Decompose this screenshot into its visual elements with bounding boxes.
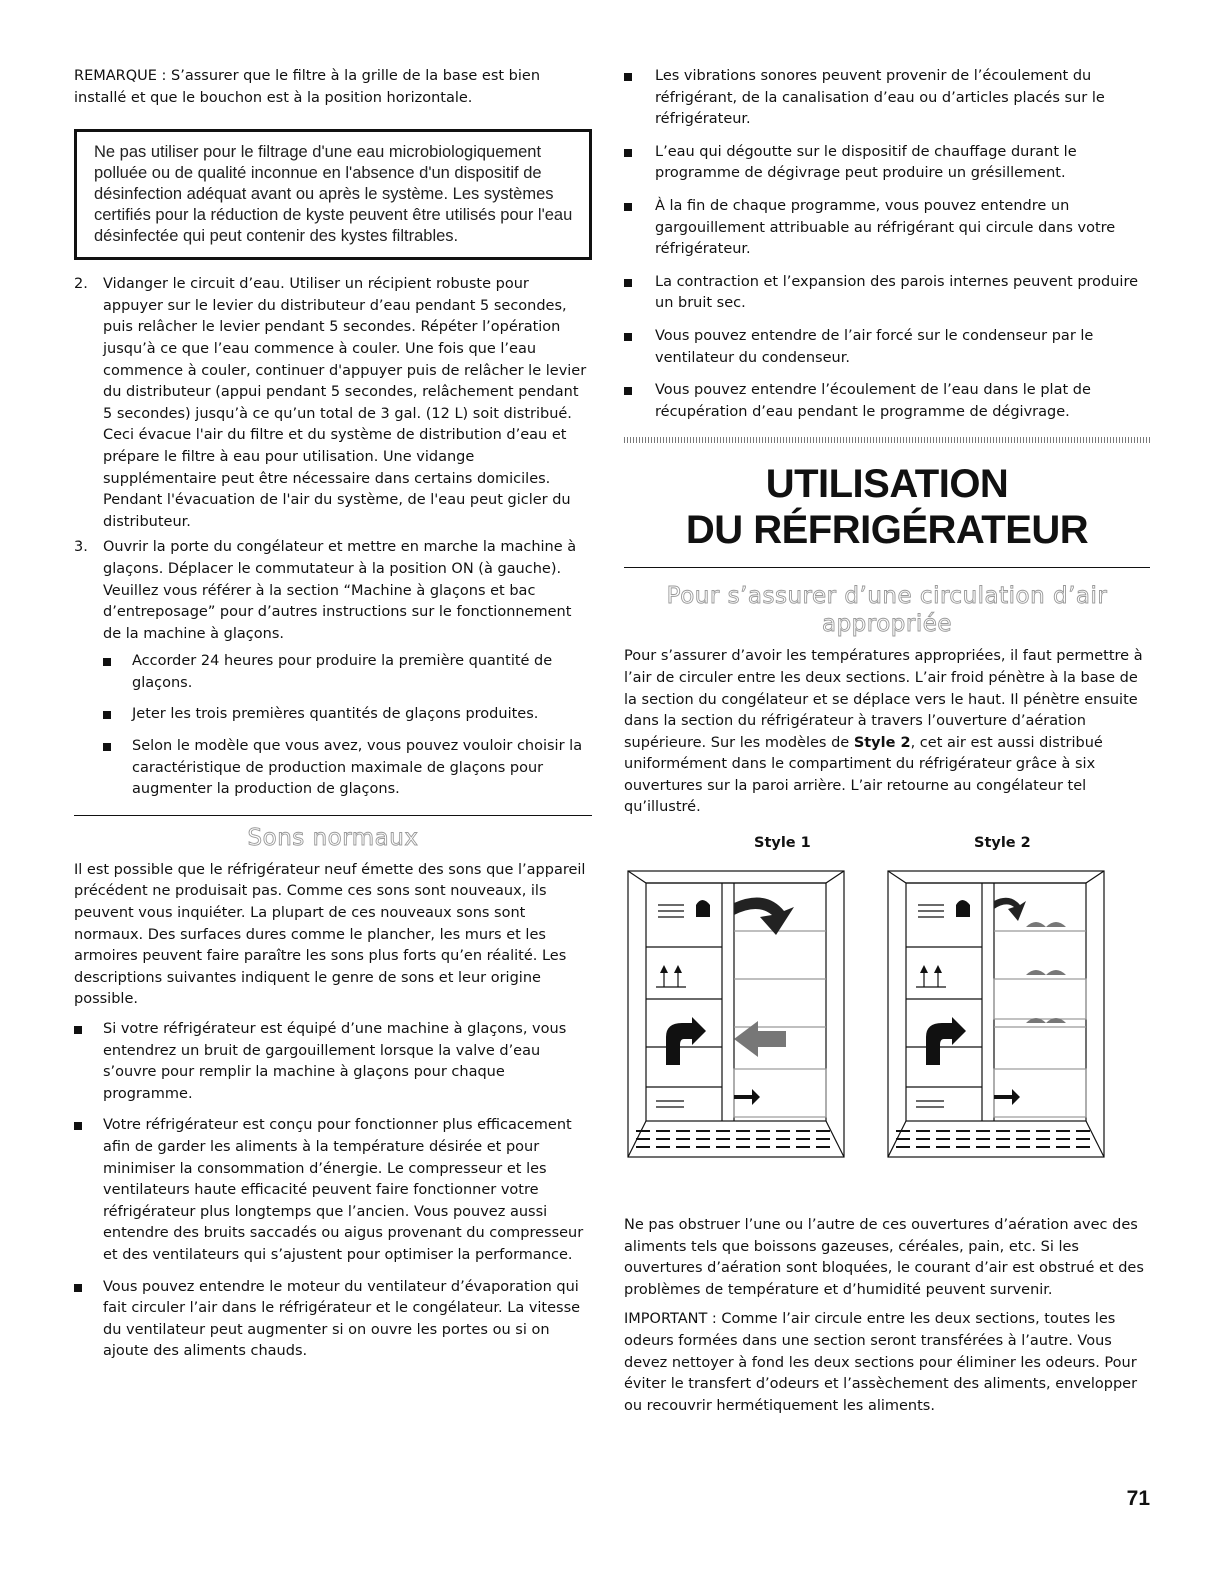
warning-box: Ne pas utiliser pour le filtrage d'une eau microbiologiquement polluée ou de qualité inconnue en l'absence d'un dispositif de désinfection adéquat avant ou après le système. Les systèmes certifiés pour la réduction de kyste peuvent être utilisés pour l'eau désinfectée qui peut contenir des kystes filtrables. [74, 129, 592, 260]
dotted-divider [624, 437, 1150, 443]
list-item: À la fin de chaque programme, vous pouvez entendre un gargouillement attribuable au réfrigérant qui circule dans votre réfrigérateur. [624, 196, 1150, 261]
air-text-2: , cet air est aussi distribué uniformément dans le compartiment du réfrigérateur grâce à six ouvertures sur la paroi arrière. L’air retourne au congélateur tel qu’illustré. [624, 734, 1103, 816]
list-item: Jeter les trois premières quantités de glaçons produites. [103, 704, 592, 726]
chapter-title [624, 461, 1150, 553]
sons-bullets [74, 1019, 592, 1363]
step-text: Vidanger le circuit d’eau. Utiliser un récipient robuste pour appuyer sur le levier du distributeur d’eau pendant 5 secondes, puis relâcher le levier pendant 5 secondes. Répéter l’opération jusqu’à ce que l’eau commence à couler. Une fois que l’eau commence à couler, continuer d'appuyer puis de relâcher le levier du distributeur (appui pendant 5 secondes, relâchement pendant 5 secondes) jusqu’à ce qu’un total de 3 gal. (12 L) soit distribué. Ceci évacue l'air du filtre et du système de distribution d’eau et prépare le filtre à eau pour utilisation. Une vidange supplémentaire peut être nécessaire dans certains domiciles. Pendant l'évacuation de l'air du système, de l'eau peut gicler du distributeur. [103, 276, 587, 530]
title-divider [624, 567, 1150, 568]
style1-fridge-illustration [626, 869, 846, 1159]
style1-label: Style 1 [754, 835, 811, 852]
sounds-bullets [624, 66, 1150, 423]
right-column [624, 66, 1150, 1417]
steps-list [74, 274, 592, 801]
left-column [74, 66, 592, 1373]
important-text: Comme l’air circule entre les deux sections, toutes les odeurs formées dans une section seront transférées à l’autre. Vous devez nettoyer à fond les deux sections pour éliminer les odeurs. Pour éviter le transfert d’odeurs et l’assèchement des aliments, envelopper ou recouvrir hermétiquement les aliments. [624, 1311, 1138, 1414]
list-item: Si votre réfrigérateur est équipé d’une machine à glaçons, vous entendrez un bruit de gargouillement lorsque la valve d’eau s’ouvre pour remplir la machine à glaçons pour chaque programme. [74, 1019, 592, 1105]
list-item: Les vibrations sonores peuvent provenir de l’écoulement du réfrigérant, de la canalisation d’eau ou d’articles placés sur le réfrigérateur. [624, 66, 1150, 131]
air-text-bold: Style 2 [853, 734, 911, 751]
page-number: 71 [1126, 1487, 1150, 1510]
list-item: Selon le modèle que vous avez, vous pouvez vouloir choisir la caractéristique de production maximale de glaçons pour augmenter la production de glaçons. [103, 736, 592, 801]
section-divider [74, 815, 592, 816]
remark-paragraph: REMARQUE : S’assurer que le filtre à la grille de la base est bien installé et que le bouchon est à la position horizontale. [74, 68, 541, 106]
ice-bullets [103, 651, 592, 801]
list-item: Votre réfrigérateur est conçu pour fonctionner plus efficacement afin de garder les aliments à la température désirée et pour minimiser la consommation d’énergie. Le compresseur et les ventilateurs haute efficacité peuvent faire fonctionner votre réfrigérateur plus longtemps que l’ancien. Vous pouvez aussi entendre des bruits saccadés ou aigus provenant du compresseur et des ventilateurs qui s’ajustent pour optimiser la performance. [74, 1115, 592, 1266]
step-number: 2. [74, 276, 88, 293]
step-number: 3. [74, 539, 88, 556]
air-text-1: Pour s’assurer d’avoir les températures appropriées, il faut permettre à l’air de circuler entre les deux sections. L’air froid pénètre à la base de la section du congélateur et se déplace vers le haut. Il pénètre ensuite dans la section du réfrigérateur à travers l’ouverture d’aération supérieure. Sur les modèles de [624, 648, 1143, 751]
air-paragraph [624, 646, 1150, 819]
section-heading-air: Pour s’assurer d’une circulation d’air appropriée [666, 583, 1108, 638]
step-2 [74, 274, 592, 533]
list-item: La contraction et l’expansion des parois internes peuvent produire un bruit sec. [624, 272, 1150, 315]
chapter-title-line1: UTILISATION [765, 462, 1009, 507]
style2-fridge-illustration [886, 869, 1106, 1159]
chapter-title-line2: DU RÉFRIGÉRATEUR [685, 508, 1089, 553]
vents-paragraph: Ne pas obstruer l’une ou l’autre de ces ouvertures d’aération avec des aliments tels que boissons gazeuses, céréales, pain, etc. Si les ouvertures d’aération sont bloquées, le courant d’air est obstrué et des problèmes de température et d’humidité peuvent survenir. [624, 1217, 1144, 1298]
style2-label: Style 2 [974, 835, 1031, 852]
list-item: Accorder 24 heures pour produire la première quantité de glaçons. [103, 651, 592, 694]
step-text: Ouvrir la porte du congélateur et mettre en marche la machine à glaçons. Déplacer le commutateur à la position ON (à gauche). Veuillez vous référer à la section “Machine à glaçons et bac d’entreposage” pour d’autres instructions sur le fonctionnement de la machine à glaçons. [103, 539, 577, 642]
step-3 [74, 537, 592, 801]
important-paragraph [624, 1309, 1150, 1417]
sons-intro: Il est possible que le réfrigérateur neuf émette des sons que l’appareil précédent ne produisait pas. Comme ces sons sont nouveaux, ils peuvent vous inquiéter. La plupart de ces nouveaux sons sont normaux. Des surfaces dures comme le plancher, les murs et les armoires peuvent faire paraître les sons plus forts qu’en réalité. Les descriptions suivantes indiquent le genre de sons et leur origine possible. [74, 861, 586, 1008]
important-label: IMPORTANT : [624, 1311, 717, 1328]
list-item: L’eau qui dégoutte sur le dispositif de chauffage durant le programme de dégivrage peut produire un grésillement. [624, 142, 1150, 185]
list-item: Vous pouvez entendre le moteur du ventilateur d’évaporation qui fait circuler l’air dans le réfrigérateur et le congélateur. La vitesse du ventilateur peut augmenter si on ouvre les portes ou si on ajoute des aliments chauds. [74, 1277, 592, 1363]
section-heading-sons: Sons normaux [247, 824, 419, 851]
list-item: Vous pouvez entendre l’écoulement de l’eau dans le plat de récupération d’eau pendant le programme de dégivrage. [624, 380, 1150, 423]
airflow-figures [624, 835, 1150, 1215]
list-item: Vous pouvez entendre de l’air forcé sur le condenseur par le ventilateur du condenseur. [624, 326, 1150, 369]
